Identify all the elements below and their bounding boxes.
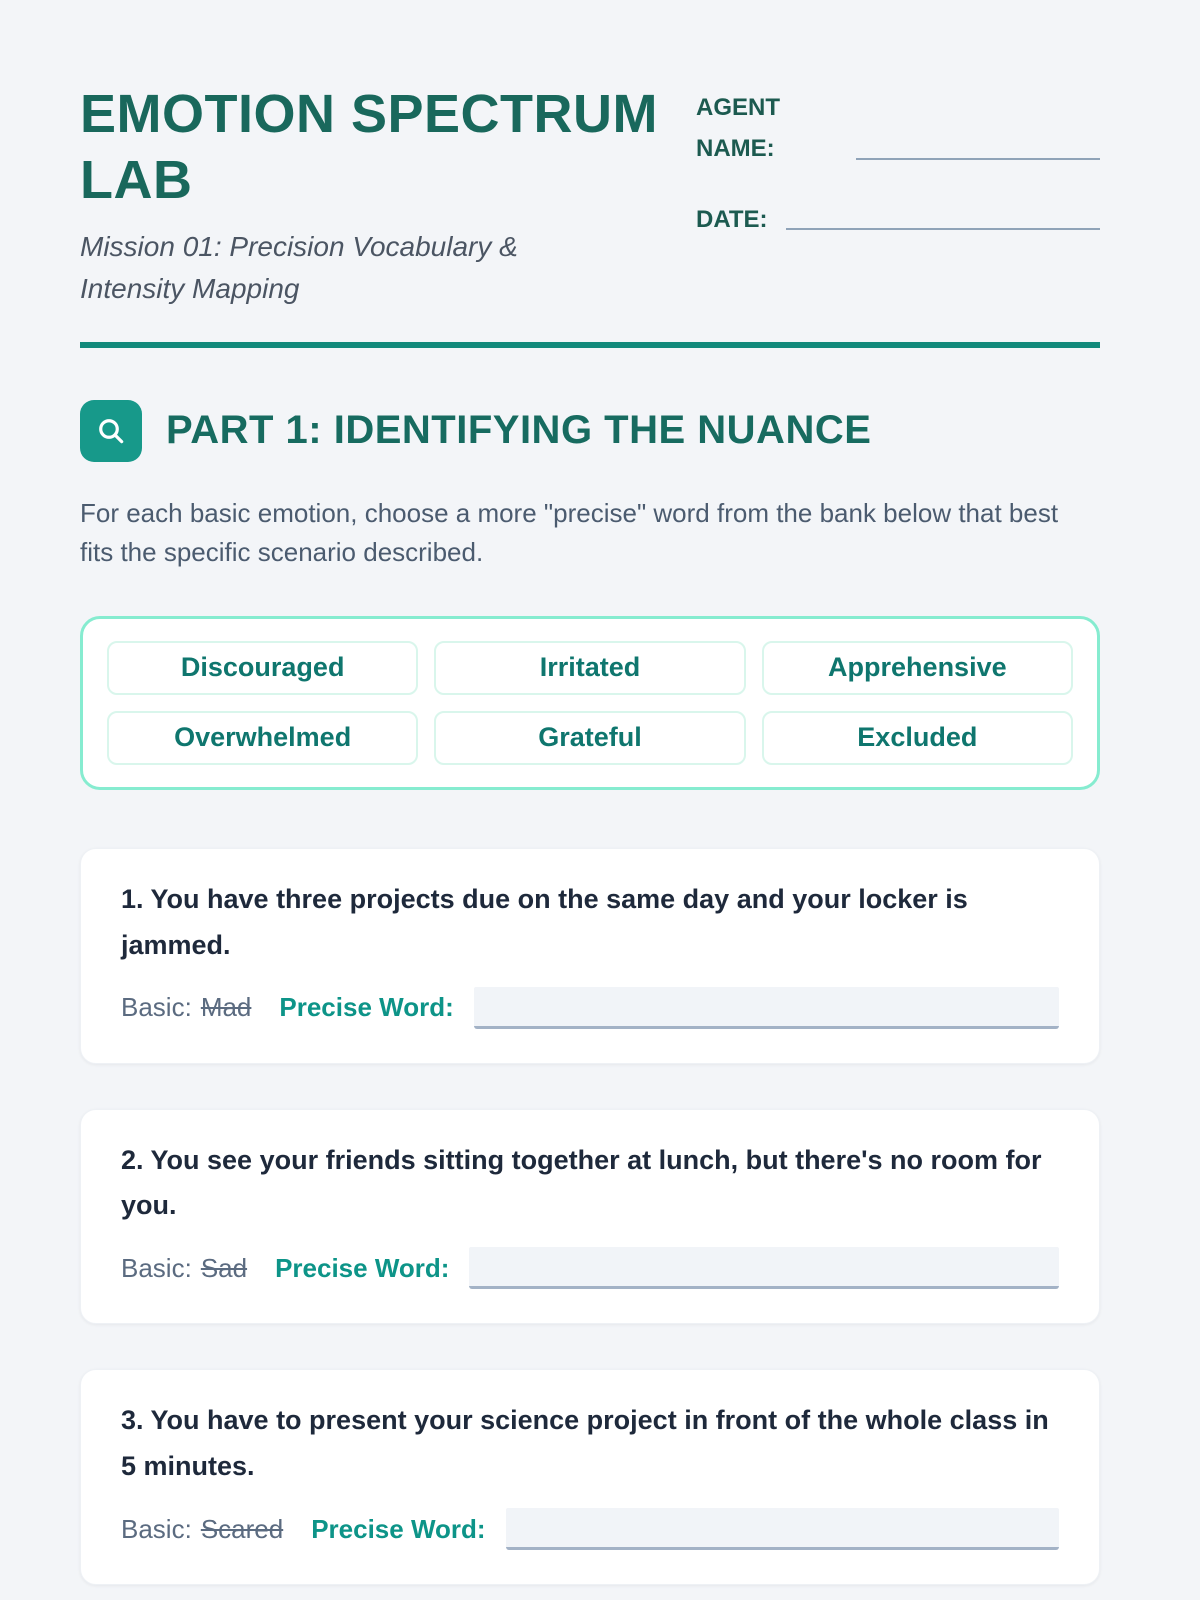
page-subtitle: Mission 01: Precision Vocabulary & Intensity Mapping bbox=[80, 230, 518, 304]
agent-name-label: AGENT NAME: bbox=[696, 94, 780, 162]
page-title: EMOTION SPECTRUM LAB bbox=[80, 84, 659, 210]
questions-list bbox=[80, 848, 1100, 1585]
basic-word-strikethrough: Scared bbox=[200, 1513, 284, 1544]
basic-word-strikethrough: Mad bbox=[200, 992, 252, 1023]
precise-word-label: Precise Word: bbox=[311, 1513, 486, 1544]
part1-heading-row bbox=[80, 400, 1100, 462]
question-card bbox=[80, 848, 1100, 1064]
question-text: 1. You have three projects due on the same day and your locker is jammed. bbox=[121, 883, 968, 960]
precise-word-input[interactable] bbox=[469, 1247, 1059, 1289]
part1-section bbox=[80, 400, 1100, 1585]
basic-label: Basic: bbox=[121, 1252, 192, 1283]
word-bank-chip[interactable]: Irritated bbox=[434, 641, 745, 695]
basic-label: Basic: bbox=[121, 1513, 192, 1544]
precise-word-label: Precise Word: bbox=[275, 1252, 450, 1283]
agent-name-row bbox=[696, 88, 1100, 170]
section-divider bbox=[80, 342, 1100, 348]
part1-heading: PART 1: IDENTIFYING THE NUANCE bbox=[166, 408, 872, 453]
answer-row bbox=[121, 987, 1059, 1029]
date-row bbox=[696, 200, 1100, 241]
question-text: 2. You see your friends sitting together at lunch, but there's no room for you. bbox=[121, 1144, 1042, 1221]
word-bank bbox=[80, 616, 1100, 790]
basic-word-strikethrough: Sad bbox=[200, 1252, 248, 1283]
word-bank-chip[interactable]: Apprehensive bbox=[762, 641, 1073, 695]
header-title-block bbox=[80, 82, 660, 310]
word-bank-chip[interactable]: Discouraged bbox=[107, 641, 418, 695]
agent-info-block bbox=[696, 82, 1100, 310]
precise-word-input[interactable] bbox=[506, 1508, 1059, 1550]
magnifier-icon bbox=[80, 400, 142, 462]
basic-label: Basic: bbox=[121, 992, 192, 1023]
header bbox=[80, 82, 1100, 310]
answer-row bbox=[121, 1508, 1059, 1550]
word-bank-chip[interactable]: Excluded bbox=[762, 711, 1073, 765]
precise-word-input[interactable] bbox=[474, 987, 1059, 1029]
answer-row bbox=[121, 1247, 1059, 1289]
agent-name-input[interactable] bbox=[856, 158, 1100, 160]
question-text: 3. You have to present your science project in front of the whole class in 5 minutes. bbox=[121, 1405, 1049, 1482]
word-bank-chip[interactable]: Grateful bbox=[434, 711, 745, 765]
precise-word-label: Precise Word: bbox=[279, 992, 454, 1023]
question-card bbox=[80, 1109, 1100, 1325]
question-card bbox=[80, 1369, 1100, 1585]
word-bank-chip[interactable]: Overwhelmed bbox=[107, 711, 418, 765]
date-input[interactable] bbox=[786, 228, 1100, 230]
date-label: DATE: bbox=[696, 205, 768, 233]
part1-instructions: For each basic emotion, choose a more "precise" word from the bank below that best fits the specific scenario described. bbox=[80, 497, 1059, 567]
